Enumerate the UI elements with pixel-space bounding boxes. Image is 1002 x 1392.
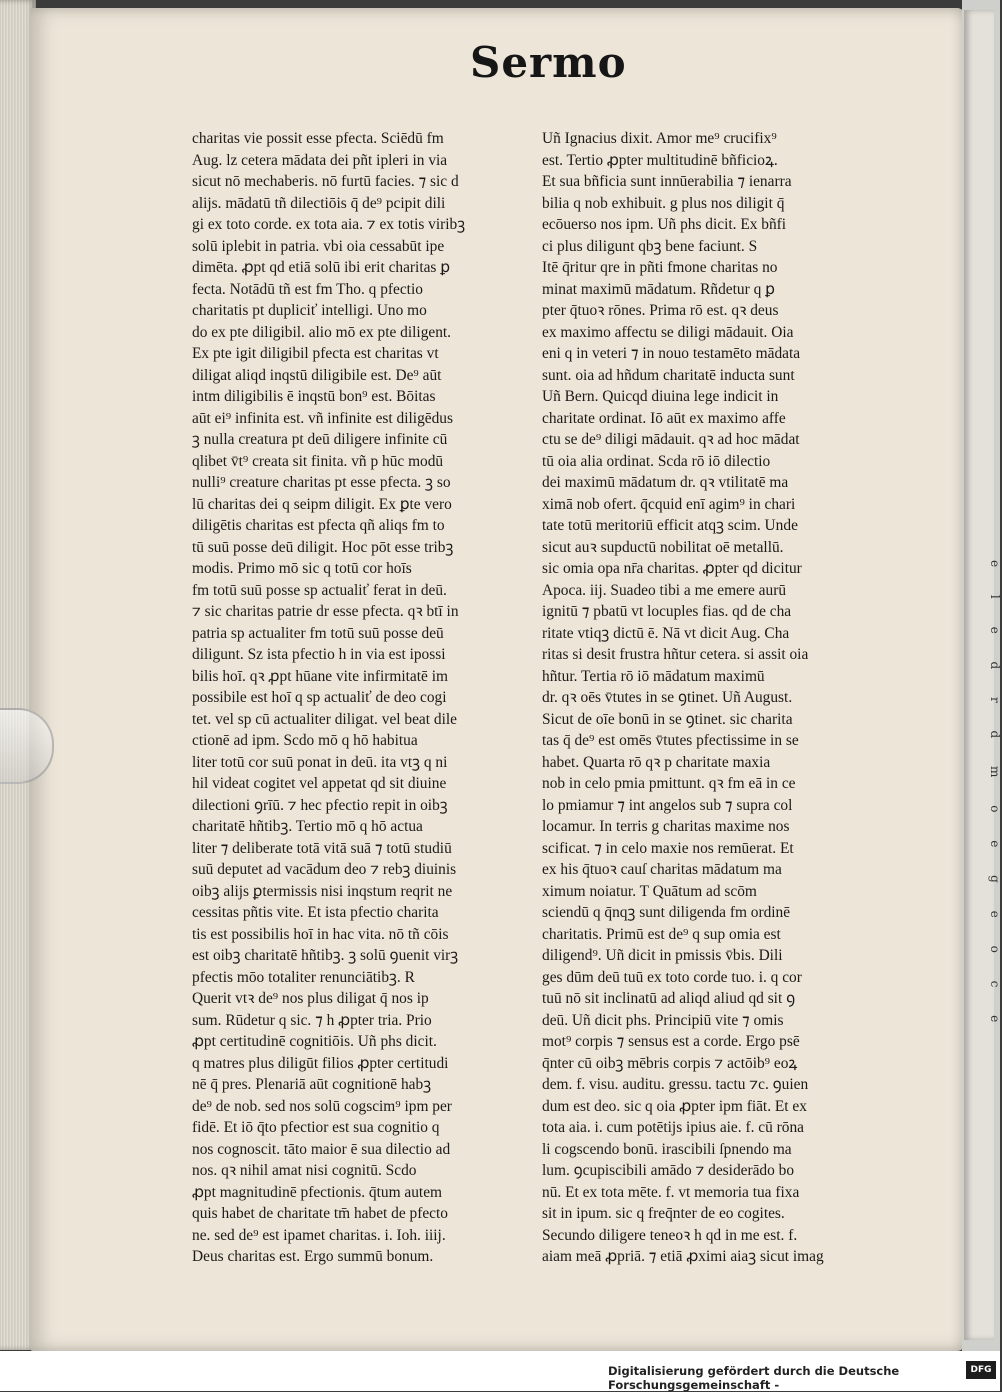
text-line: dilectioni ꝯrīū. ⁊ hec pfectio repit in oibꝫ <box>192 796 448 814</box>
right-text-column <box>542 128 867 1268</box>
text-line: fecta. Notādū tñ est fm Tho. q pfectio <box>192 280 423 298</box>
text-line: do ex pte diligibil. alio mō ex pte diligent. <box>192 323 452 341</box>
text-line: Apoca. iij. Suadeo tibi a me emere aurū <box>542 581 787 599</box>
text-line: ecōuerso nos ipm. Uñ phs dicit. Ex bñfi <box>542 216 787 233</box>
text-line: ctu se de⁹ diligi mādauit. qꝛ ad hoc mādat <box>542 431 800 448</box>
text-line: hil videat cogitet vel appetat qd sit diuine <box>192 775 447 792</box>
text-line: Uñ Ignacius dixit. Amor me⁹ crucifix⁹ <box>542 130 777 147</box>
text-line: quis habet de charitate tm̄ habet de pfecto <box>192 1205 448 1222</box>
text-line: dimēta. ꝓpt qd etiā solū ibi erit charitas ꝑ <box>192 259 451 276</box>
text-line: qlibet v̄t⁹ creata sit finita. vñ p hūc modū <box>192 452 444 470</box>
text-line: ci plus diligunt qbꝫ bene faciunt. S <box>542 237 758 255</box>
text-line: minat maximū mādatum. Rñdetur q ꝑ <box>542 280 775 298</box>
text-line: bilis hoī. qꝛ ꝓpt hūane vite infirmitatē im <box>192 667 448 685</box>
text-line: est. Tertio ꝓpter multitudinē bñficioꝝ. <box>542 151 778 169</box>
text-line: modis. Primo mō sic q totū cor hoīs <box>192 560 412 577</box>
text-line: oibꝫ alijs ꝑtermissis nisi inqstum reqrit ne <box>192 882 453 900</box>
text-line: sic omia opa nr̄a charitas. ꝓpter qd dicitur <box>542 560 802 577</box>
text-line: Itē q̄ritur qre in pñti fmone charitas no <box>542 259 778 276</box>
text-line: ne. sed de⁹ est ipamet charitas. i. Ioh. iiij. <box>192 1226 446 1244</box>
text-line: nos. qꝛ nihil amat nisi cognitū. Scdo <box>192 1162 417 1179</box>
text-line: Ex pte igit diligibil pfecta est charitas vt <box>192 345 439 362</box>
text-line: charitatis pt dupliciť intelligi. Uno mo <box>192 302 427 319</box>
text-line: scificat. ⁊ in celo maxie nos remūerat. Et <box>542 839 794 857</box>
text-line: Querit vtꝛ de⁹ nos plus diligat q̄ nos ip <box>192 990 429 1007</box>
text-line: tis est possibilis hoī in hac vita. nō tñ cōis <box>192 925 449 943</box>
text-line: sum. Rūdetur q sic. ⁊ h ꝓpter tria. Prio <box>192 1011 432 1029</box>
text-line: eni q in veteri ⁊ in nouo testamēto mādata <box>542 345 801 362</box>
text-line: diligend⁹. Uñ dicit in pmissis v̄bis. Dili <box>542 947 783 964</box>
text-line: diligat aliqd inqstū diligibile est. De⁹ aūt <box>192 366 442 384</box>
text-line: gi ex toto corde. ex tota aia. ⁊ ex totis viribꝫ <box>192 216 466 233</box>
text-line: charitas vie possit esse pfecta. Sciēdū fm <box>192 130 444 147</box>
text-line: ritas si desit frustra hñtur cetera. si assit oia <box>542 646 809 663</box>
text-line: aūt ei⁹ infinita est. vñ infinite est diligēdus <box>192 409 453 427</box>
text-line: ꝓpt magnitudinē pfectionis. q̄tum autem <box>192 1183 443 1201</box>
text-line: tū suū posse deū diligit. Hoc pōt esse tribꝫ <box>192 538 454 556</box>
text-line: nulli⁹ creature charitas pt esse pfecta. ꝫ so <box>192 474 451 491</box>
footer-credit: Digitalisierung gefördert durch die Deutsche Forschungsgemeinschaft - <box>608 1364 900 1392</box>
text-line: ⁊ sic charitas patrie dr esse pfecta. qꝛ btī in <box>192 603 459 620</box>
text-line: liter totū cor suū ponat in deū. ita vtꝫ q ni <box>192 753 448 771</box>
text-line: nos cognoscit. tāto maior ē sua dilectio ad <box>192 1140 451 1158</box>
text-line: possibile est hoī q sp actualiť de deo cogi <box>192 689 447 706</box>
text-line: ctionē ad ipm. Scdo mō q hō habitua <box>192 732 418 749</box>
text-line: nē q̄ pres. Plenariā aūt cognitionē habꝫ <box>192 1076 432 1093</box>
text-line: charitate ordinat. Iō aūt ex maximo affe <box>542 409 786 427</box>
text-line: deū. Uñ dicit phs. Principiū vite ⁊ omis <box>542 1011 784 1029</box>
text-line: de⁹ de nob. sed nos solū cogscim⁹ ipm per <box>192 1097 452 1115</box>
text-line: sunt. oia ad hñdum charitatē inducta sunt <box>542 366 795 384</box>
text-line: ꝫ nulla creatura pt deū diligere infinite cū <box>192 431 448 448</box>
text-line: dr. qꝛ oēs v̄tutes in se ꝯtinet. Uñ August. <box>542 689 793 706</box>
text-line: ꝓpt certitudinē cognitiōis. Uñ phs dicit. <box>192 1033 437 1050</box>
text-line: est oibꝫ charitatē hñtibꝫ. ꝫ solū ꝯuenit virꝫ <box>192 947 459 964</box>
text-line: Secundo diligere teneoꝛ h qd in me est. f. <box>542 1226 798 1244</box>
text-line: lo pmiamur ⁊ int angelos sub ⁊ supra col <box>542 796 793 814</box>
text-line: ximum noiatur. T Quātum ad scōm <box>542 882 757 900</box>
text-line: nob in celo pmia pmittunt. qꝛ fm eā in ce <box>542 775 796 792</box>
text-line: lum. ꝯcupiscibili amādo ⁊ desiderādo bo <box>542 1162 795 1179</box>
text-line: tota aia. i. cum potētijs ipius aie. f. cū rōna <box>542 1119 804 1136</box>
text-line: aiam meā ꝓpriā. ⁊ etiā ꝓximi aiaꝫ sicut imag <box>542 1248 824 1265</box>
facing-page-glyphs: e l e d r d m o e g e o c e <box>988 560 1002 1035</box>
text-line: diligētis charitas est pfecta qñ aliqs fm to <box>192 517 445 534</box>
text-line: dum est deo. sic q oia ꝓpter ipm fiāt. Et ex <box>542 1097 807 1115</box>
text-line: nū. Et ex tota mēte. f. vt memoria tua fixa <box>542 1183 800 1201</box>
text-line: intm diligibilis ē inqstū bon⁹ est. Bōitas <box>192 388 436 405</box>
text-line: lū charitas dei q seipm diligit. Ex ꝑte vero <box>192 495 452 513</box>
text-line: habet. Quarta rō qꝛ p charitate maxia <box>542 753 771 771</box>
text-line: solū iplebit in patria. vbi oia cessabūt ipe <box>192 237 445 255</box>
text-line: hñtur. Tertia rō iō mādatum maximū <box>542 667 765 685</box>
left-text-column <box>192 128 517 1268</box>
text-line: fidē. Et iō q̄to pfectior est sua cognitio q <box>192 1119 440 1136</box>
text-line: ritate vtiqꝫ dictū ē. Nā vt dicit Aug. Cha <box>542 624 790 642</box>
text-line: patria sp actualiter fm totū suū posse deū <box>192 624 444 642</box>
text-line: locamur. In terris g charitas maxime nos <box>542 818 790 835</box>
text-line: dei maximū mādatum dr. qꝛ vtilitatē ma <box>542 474 789 491</box>
text-line: sciendū q q̄nqꝫ sunt diligenda fm ordinē <box>542 904 791 921</box>
text-line: Et sua bñficia sunt innūerabilia ⁊ ienarra <box>542 173 792 190</box>
text-line: charitatē hñtibꝫ. Tertio mō q hō actua <box>192 818 423 835</box>
text-line: q matres plus diligūt filios ꝓpter certitudi <box>192 1054 449 1072</box>
text-line: ges dūm deū tuū ex toto corde tuo. i. q cor <box>542 968 802 986</box>
text-line: Deus charitas est. Ergo summū bonum. <box>192 1248 434 1265</box>
text-line: suū deputet ad vacādum deo ⁊ rebꝫ diuinis <box>192 861 457 878</box>
text-line: ximā nob ofert. q̄cquid enī agim⁹ in chari <box>542 495 796 513</box>
text-line: li cogscendo bonū. irascibili ſpnendo ma <box>542 1140 792 1158</box>
text-line: sicut auꝛ supductū nobilitat oē metallū. <box>542 538 784 556</box>
text-line: diligunt. Sz ista pfectio h in via est ipossi <box>192 646 446 663</box>
text-line: sit in ipum. sic q freq̄nter de eo cogites. <box>542 1205 785 1222</box>
text-line: ex his q̄tuoꝛ cauſ charitas mādatum ma <box>542 861 782 878</box>
text-line: tas q̄ de⁹ est omēs v̄tutes pfectissime in se <box>542 732 799 749</box>
text-line: tate totū meritoriū efficit atqꝫ scim. Unde <box>542 517 798 534</box>
dfg-logo: DFG <box>966 1361 996 1379</box>
text-line: sicut nō mechaberis. nō furtū facies. ⁊ sic d <box>192 173 459 190</box>
text-line: cessitas pñtis vite. Et ista pfectio charita <box>192 904 439 921</box>
text-line: Sicut de oīe bonū in se ꝯtinet. sic charita <box>542 710 793 728</box>
text-line: mot⁹ corpis ⁊ sensus est a corde. Ergo psē <box>542 1033 800 1050</box>
text-line: tuū nō sit inclinatū ad aliqd aliud qd sit ꝯ <box>542 990 796 1007</box>
text-line: tū oia alia ordinat. Scda rō iō dilectio <box>542 452 771 470</box>
text-line: charitatis. Primū est de⁹ q sup omia est <box>542 925 781 943</box>
text-line: fm totū suū posse sp actualiť ferat in deū. <box>192 581 447 599</box>
text-line: Uñ Bern. Quicqd diuina lege indicit in <box>542 388 779 405</box>
text-line: q̄nter cū oibꝫ mēbris corpis ⁊ actōib⁹ eoꝝ <box>542 1054 798 1072</box>
footer-bar <box>0 1351 1000 1391</box>
text-line: ex maximo affectu se diligi mādauit. Oia <box>542 323 794 341</box>
text-line: ignitū ⁊ pbatū vt locuples fias. qd de cha <box>542 603 792 620</box>
text-line: liter ⁊ deliberate totā vitā suā ⁊ totū studiū <box>192 839 452 857</box>
text-line: tet. vel sp cū actualiter diligat. vel beat dile <box>192 710 457 728</box>
text-line: Aug. lz cetera mādata dei pñt ipleri in via <box>192 151 448 169</box>
text-line: alijs. mādatū tñ dilectiōis q̄ de⁹ pcipit dili <box>192 194 446 212</box>
text-line: dem. f. visu. auditu. gressu. tactu ⁊c. ꝯuien <box>542 1076 809 1093</box>
text-line: pter q̄tuoꝛ rōnes. Prima rō est. qꝛ deus <box>542 302 779 319</box>
text-line: pfectis mōo totaliter renunciātibꝫ. R <box>192 968 415 986</box>
running-head: Sermo <box>470 38 627 87</box>
text-line: bilia q nob exhibuit. g plus nos diligit q̄ <box>542 194 785 212</box>
